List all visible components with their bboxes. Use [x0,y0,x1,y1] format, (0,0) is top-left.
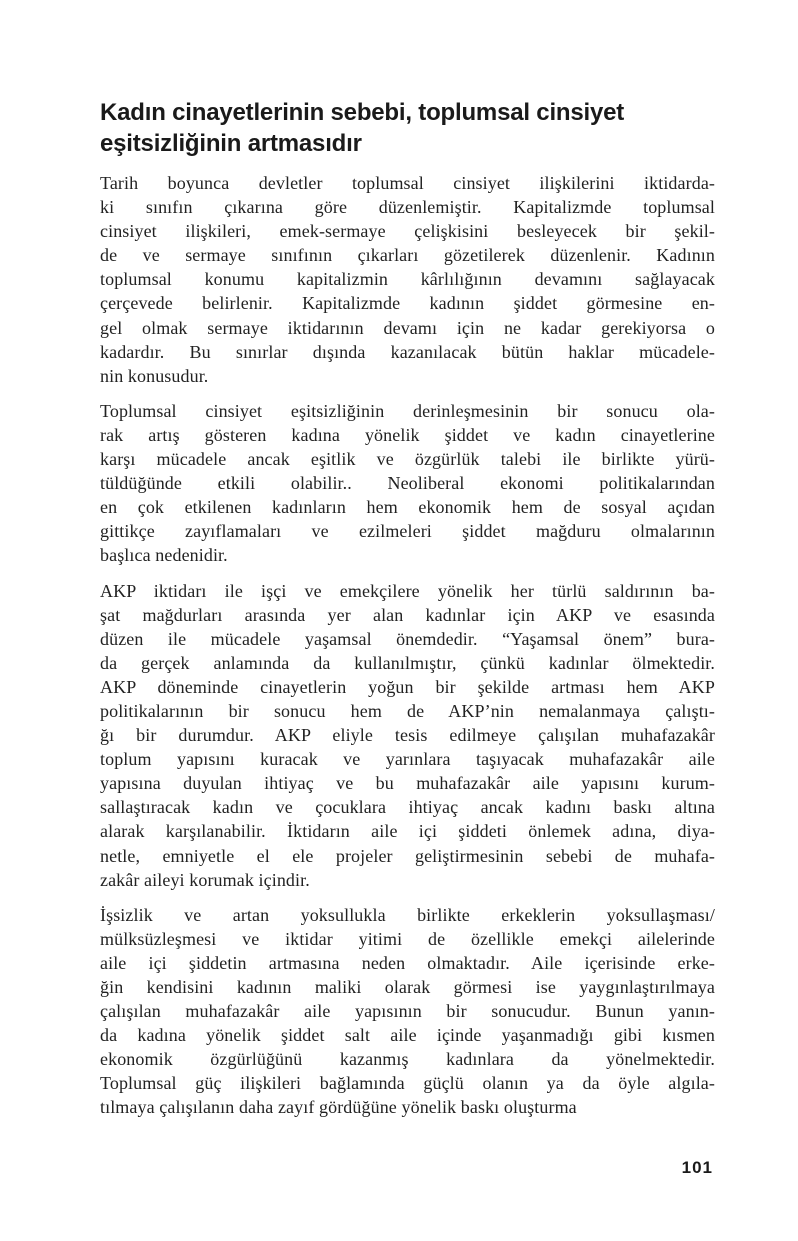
text-line: da kadına yönelik şiddet salt aile içinde yaşanmadığı gibi kısmen [100,1025,715,1046]
text-line: ekonomik özgürlüğünü kazanmış kadınlara da yönelmektedir. [100,1049,715,1070]
text-line: tılmaya çalışılanın daha zayıf gördüğüne yönelik baskı oluşturma [100,1097,577,1118]
text-line: karşı mücadele ancak eşitlik ve özgürlük talebi ile birlikte yürü- [100,449,715,470]
paragraph [100,579,715,892]
text-line: tüldüğünde etkili olabilir.. Neoliberal ekonomi politikalarından [100,473,715,494]
text-line: Kadın cinayetlerinin sebebi, toplumsal cinsiyet [100,99,625,126]
text-line: politikalarının bir sonucu hem de AKP’nin nemalanmaya çalıştı- [100,700,715,721]
text-line: en çok etkilenen kadınların hem ekonomik hem de sosyal açıdan [100,497,715,518]
text-line: çalışılan muhafazakâr aile yapısının bir sonucudur. Bunun yanın- [100,1001,715,1022]
text-line: zakâr aileyi korumak içindir. [100,869,310,890]
text-line: Tarih boyunca devletler toplumsal cinsiyet ilişkilerini iktidarda- [100,173,715,193]
text-line: nin konusudur. [100,365,209,386]
text-line: mülksüzleşmesi ve iktidar yitimi de özellikle emekçi ailelerinde [100,928,715,949]
text-line: ğı bir durumdur. AKP eliyle tesis edilmeye çalışılan muhafazakâr [100,725,715,746]
text-line: eşitsizliğinin artmasıdır [100,130,362,157]
text-line: alarak karşılanabilir. İktidarın aile içi şiddeti önlemek adına, diya- [100,821,715,842]
text-line: düzen ile mücadele yaşamsal önemdedir. “Yaşamsal önem” bura- [100,628,715,649]
text-line: AKP döneminde cinayetlerin yoğun bir şekilde artması hem AKP [100,676,715,697]
text-line: aile içi şiddetin artmasına neden olmaktadır. Aile içerisinde erke- [100,952,715,973]
text-line: Toplumsal güç ilişkileri bağlamında güçlü olanın ya da öyle algıla- [100,1073,715,1094]
page-number: 101 [681,1158,713,1177]
text-line: yapısına duyulan ihtiyaç ve bu muhafazakâr aile yapısını kurum- [100,773,715,794]
text-line: kadardır. Bu sınırlar dışında kazanılacak bütün haklar mücadele- [100,341,715,362]
text-line: başlıca nedenidir. [100,545,228,566]
text-line: netle, emniyetle el ele projeler geliştirmesinin sebebi de muhafa- [100,845,715,866]
text-line: sallaştıracak kadın ve çocuklara ihtiyaç ancak kadını baskı altına [100,797,715,818]
text-line: gel olmak sermaye iktidarının devamı için ne kadar gerekiyorsa o [100,317,715,338]
text-line: çerçevede belirlenir. Kapitalizmde kadının şiddet görmesine en- [100,293,715,314]
text-line: de ve sermaye sınıfının çıkarları gözetilerek düzenlenir. Kadının [100,245,715,266]
text-line: toplum yapısını kuracak ve yarınlara taşıyacak muhafazakâr aile [100,749,715,770]
text-line: Toplumsal cinsiyet eşitsizliğinin derinleşmesinin bir sonucu ola- [100,400,715,421]
text-line: toplumsal konumu kapitalizmin kârlılığının devamını sağlayacak [100,269,715,290]
text-line: İşsizlik ve artan yoksullukla birlikte erkeklerin yoksullaşması/ [100,904,715,925]
paragraph [100,399,715,568]
text-line: ki sınıfın çıkarına göre düzenlemiştir. Kapitalizmde toplumsal [100,197,715,218]
text-line: gittikçe zayıflamaları ve ezilmeleri şiddet mağduru olmalarının [100,521,715,542]
page-title [100,97,715,159]
text-line: ğin kendisini kadının maliki olarak görmesi ise yaygınlaştırılmaya [100,977,715,997]
text-line: cinsiyet ilişkileri, emek-sermaye çelişkisini besleyecek bir şekil- [100,221,715,242]
paragraph [100,903,715,1120]
text-line: şat mağdurları arasında yer alan kadınlar için AKP ve esasında [100,604,715,625]
text-line: rak artış gösteren kadına yönelik şiddet ve kadın cinayetlerine [100,424,715,445]
text-line: da gerçek anlamında da kullanılmıştır, çünkü kadınlar ölmektedir. [100,652,715,673]
body-paragraphs [100,171,715,1120]
paragraph [100,171,715,388]
text-block [100,97,715,1131]
text-line: AKP iktidarı ile işçi ve emekçilere yönelik her türlü saldırının ba- [100,580,715,601]
